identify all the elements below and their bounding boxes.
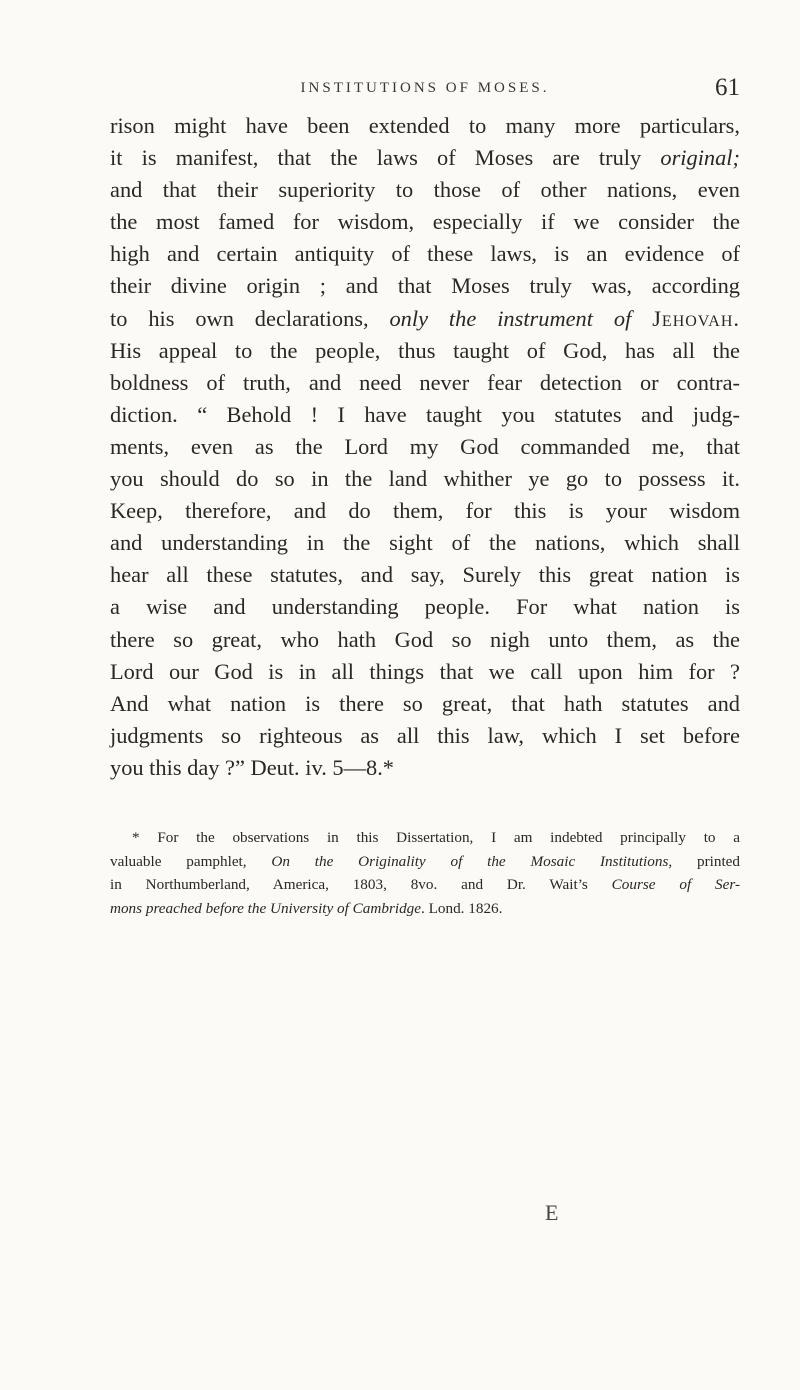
body-line: it is manifest, that the laws of Moses are truly original;	[110, 145, 740, 171]
footnote-line: * For the observations in this Dissertation, I am indebted principally to a	[132, 829, 740, 846]
body-line: Lord our God is in all things that we call upon him for ?	[110, 658, 740, 684]
running-head	[110, 74, 740, 108]
body-line: there so great, who hath God so nigh unto them, as the	[110, 626, 740, 652]
body-line: judgments so righteous as all this law, which I set before	[110, 722, 740, 748]
page-number: 61	[715, 74, 740, 101]
running-title: INSTITUTIONS OF MOSES.	[300, 80, 550, 96]
body-line: you this day ?” Deut. iv. 5—8.*	[110, 754, 394, 780]
body-line: to his own declarations, only the instrument of Jehovah.	[110, 305, 740, 331]
signature-mark: E	[545, 1200, 559, 1225]
body-line: ments, even as the Lord my God commanded me, that	[110, 433, 740, 459]
body-line: Keep, therefore, and do them, for this is your wisdom	[110, 498, 740, 524]
footnote-line: mons preached before the University of Cambridge. Lond. 1826.	[110, 899, 503, 917]
body-line: and that their superiority to those of other nations, even	[110, 177, 740, 203]
footnote-line: valuable pamphlet, On the Originality of the Mosaic Institutions, printed	[110, 852, 740, 870]
body-line: hear all these statutes, and say, Surely this great nation is	[110, 562, 740, 588]
body-line: high and certain antiquity of these laws, is an evidence of	[110, 241, 740, 267]
body-line: And what nation is there so great, that hath statutes and	[110, 690, 740, 716]
body-line: a wise and understanding people. For what nation is	[110, 594, 740, 620]
body-line: you should do so in the land whither ye go to possess it.	[110, 466, 740, 492]
body-text	[110, 110, 740, 784]
body-line: boldness of truth, and need never fear detection or contra-	[110, 369, 740, 395]
body-line: their divine origin ; and that Moses truly was, according	[110, 273, 740, 299]
body-line: diction. “ Behold ! I have taught you statutes and judg-	[110, 401, 740, 427]
body-line: the most famed for wisdom, especially if we consider the	[110, 209, 740, 235]
body-line: and understanding in the sight of the nations, which shall	[110, 530, 740, 556]
footnote	[110, 826, 740, 920]
footnote-line: in Northumberland, America, 1803, 8vo. and Dr. Wait’s Course of Ser-	[110, 876, 740, 893]
body-line: His appeal to the people, thus taught of God, has all the	[110, 337, 740, 363]
body-line: rison might have been extended to many more particulars,	[110, 113, 740, 138]
